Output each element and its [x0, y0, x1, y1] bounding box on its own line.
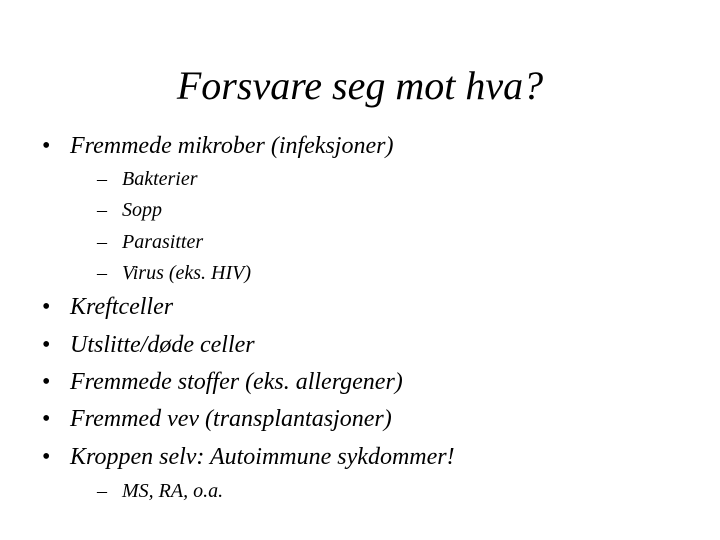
- sub-list-item-text: Parasitter: [122, 231, 204, 253]
- dash-icon: –: [97, 262, 107, 284]
- bullet-icon: •: [42, 369, 51, 395]
- bullet-icon: •: [42, 332, 51, 358]
- sub-list-item-text: MS, RA, o.a.: [122, 480, 224, 502]
- sub-list-item-text: Virus (eks. HIV): [122, 262, 252, 284]
- dash-icon: –: [97, 199, 107, 221]
- list-item-text: Fremmede mikrober (infeksjoner): [70, 133, 394, 159]
- list-item-text: Fremmed vev (transplantasjoner): [70, 406, 392, 432]
- list-item-text: Kreftceller: [70, 294, 174, 320]
- bullet-icon: •: [42, 406, 51, 432]
- list-item-text: Fremmede stoffer (eks. allergener): [70, 369, 403, 395]
- dash-icon: –: [97, 231, 107, 253]
- sub-list-item-text: Bakterier: [122, 168, 198, 190]
- bullet-icon: •: [42, 133, 51, 159]
- list-item-text: Kroppen selv: Autoimmune sykdommer!: [70, 444, 455, 470]
- slide-title: Forsvare seg mot hva?: [176, 63, 544, 108]
- bullet-icon: •: [42, 444, 51, 470]
- list-item-text: Utslitte/døde celler: [70, 332, 255, 358]
- bullet-icon: •: [42, 294, 51, 320]
- sub-list-item-text: Sopp: [122, 199, 162, 221]
- dash-icon: –: [97, 480, 107, 502]
- dash-icon: –: [97, 168, 107, 190]
